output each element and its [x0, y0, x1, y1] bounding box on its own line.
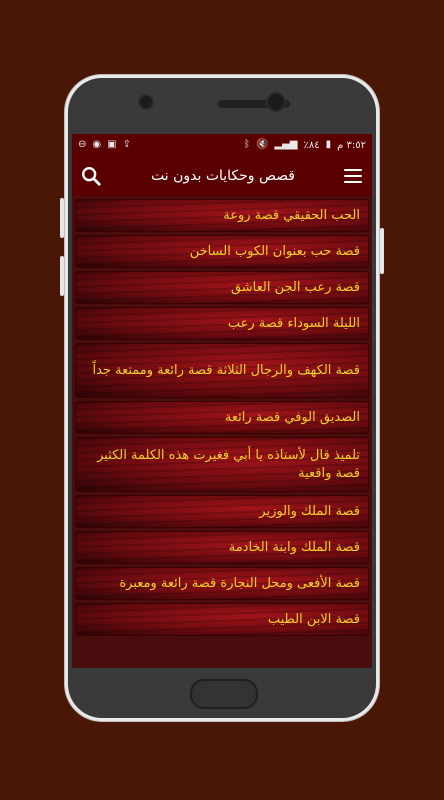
home-button[interactable] — [190, 679, 258, 709]
list-item-label: قصة حب بعنوان الكوب الساخن — [189, 243, 360, 259]
block-icon: ⊖ — [78, 139, 87, 150]
list-item[interactable] — [75, 199, 369, 232]
list-item-label: قصة الكهف والرجال الثلاثة قصة رائعة وممتعة جداً — [92, 362, 360, 378]
list-item[interactable] — [75, 495, 369, 528]
gallery-icon: ▣ — [107, 139, 117, 150]
list-item-label: قصة الملك والوزير — [259, 503, 360, 519]
list-item[interactable] — [75, 271, 369, 304]
list-item[interactable] — [75, 235, 369, 268]
list-item[interactable] — [75, 437, 369, 492]
battery-percent: ٪٨٤ — [303, 139, 320, 151]
list-item[interactable] — [75, 603, 369, 636]
status-right — [244, 140, 366, 151]
front-sensor — [140, 96, 152, 108]
list-item[interactable] — [75, 531, 369, 564]
bluetooth-icon: ᛒ — [243, 139, 250, 150]
app-title: قصص وحكايات بدون نت — [150, 168, 296, 184]
list-item-label: قصة رعب الجن العاشق — [230, 279, 360, 295]
story-list — [72, 199, 372, 636]
screen — [72, 134, 372, 668]
signal-icon: ▂▄▆ — [274, 139, 298, 150]
mute-icon: 🔇 — [255, 139, 269, 150]
list-item[interactable] — [75, 343, 369, 398]
list-item-label: قصة الملك وابنة الخادمة — [228, 539, 360, 555]
menu-icon[interactable] — [344, 169, 362, 183]
battery-icon: ▮ — [325, 139, 332, 150]
side-button — [380, 228, 384, 274]
list-item[interactable] — [75, 567, 369, 600]
status-time: ٣:٥٢ م — [337, 139, 366, 151]
list-item-label: تلميذ قال لأستاذه يا أبي فغيرت هذه الكلمة الكثير قصة واقعية — [97, 447, 360, 481]
search-icon[interactable] — [80, 165, 102, 187]
list-item-label: الصديق الوفي قصة رائعة — [224, 409, 360, 425]
power-button — [60, 256, 64, 296]
list-item[interactable] — [75, 401, 369, 434]
phone-frame — [68, 78, 376, 718]
volume-button — [60, 198, 64, 238]
status-left — [78, 140, 131, 150]
list-item[interactable] — [75, 307, 369, 340]
app-bar — [72, 156, 372, 196]
front-camera — [268, 94, 284, 110]
list-item-label: قصة الأفعى ومحل النجارة قصة رائعة ومعبرة — [119, 575, 360, 591]
list-item-label: الحب الحقيقي قصة روعة — [223, 207, 360, 223]
upload-icon: ⇪ — [122, 139, 131, 150]
status-bar — [72, 134, 372, 156]
list-item-label: قصة الابن الطيب — [267, 611, 360, 627]
messenger-icon: ◉ — [92, 139, 102, 150]
list-item-label: الليلة السوداء قصة رعب — [227, 315, 360, 331]
